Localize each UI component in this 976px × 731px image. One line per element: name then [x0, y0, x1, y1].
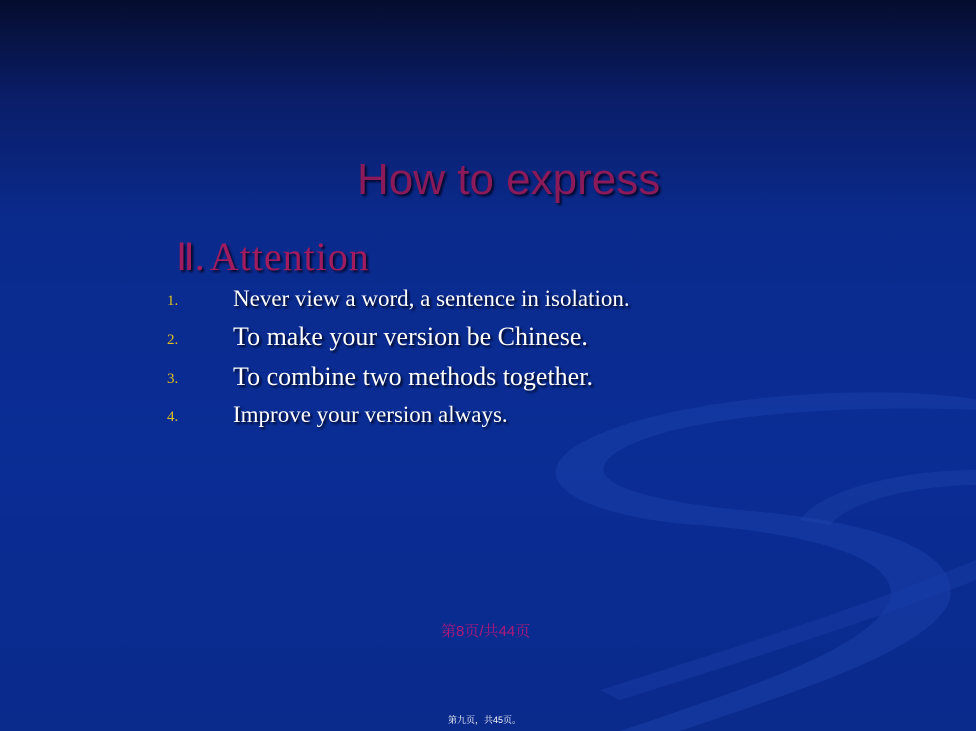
section-heading: [176, 233, 370, 280]
list-item-text: To combine two methods together.: [233, 362, 593, 391]
list-item-text: Improve your version always.: [233, 402, 508, 427]
list-item-text: To make your version be Chinese.: [233, 322, 588, 351]
list-item-text: Never view a word, a sentence in isolation.: [233, 286, 630, 311]
list-item-number: 2.: [167, 332, 179, 348]
list-item-number: 4.: [167, 409, 179, 425]
section-numeral: Ⅱ: [176, 237, 195, 279]
section-label: Attention: [209, 234, 370, 279]
footer-note: 第九页，共45页。: [448, 715, 522, 725]
slide-title: How to express: [357, 155, 661, 204]
list-item-number: 1.: [167, 293, 179, 309]
section-separator: .: [194, 234, 206, 279]
list-item-number: 3.: [167, 371, 179, 387]
page-counter: 第8页/共44页: [441, 623, 531, 640]
